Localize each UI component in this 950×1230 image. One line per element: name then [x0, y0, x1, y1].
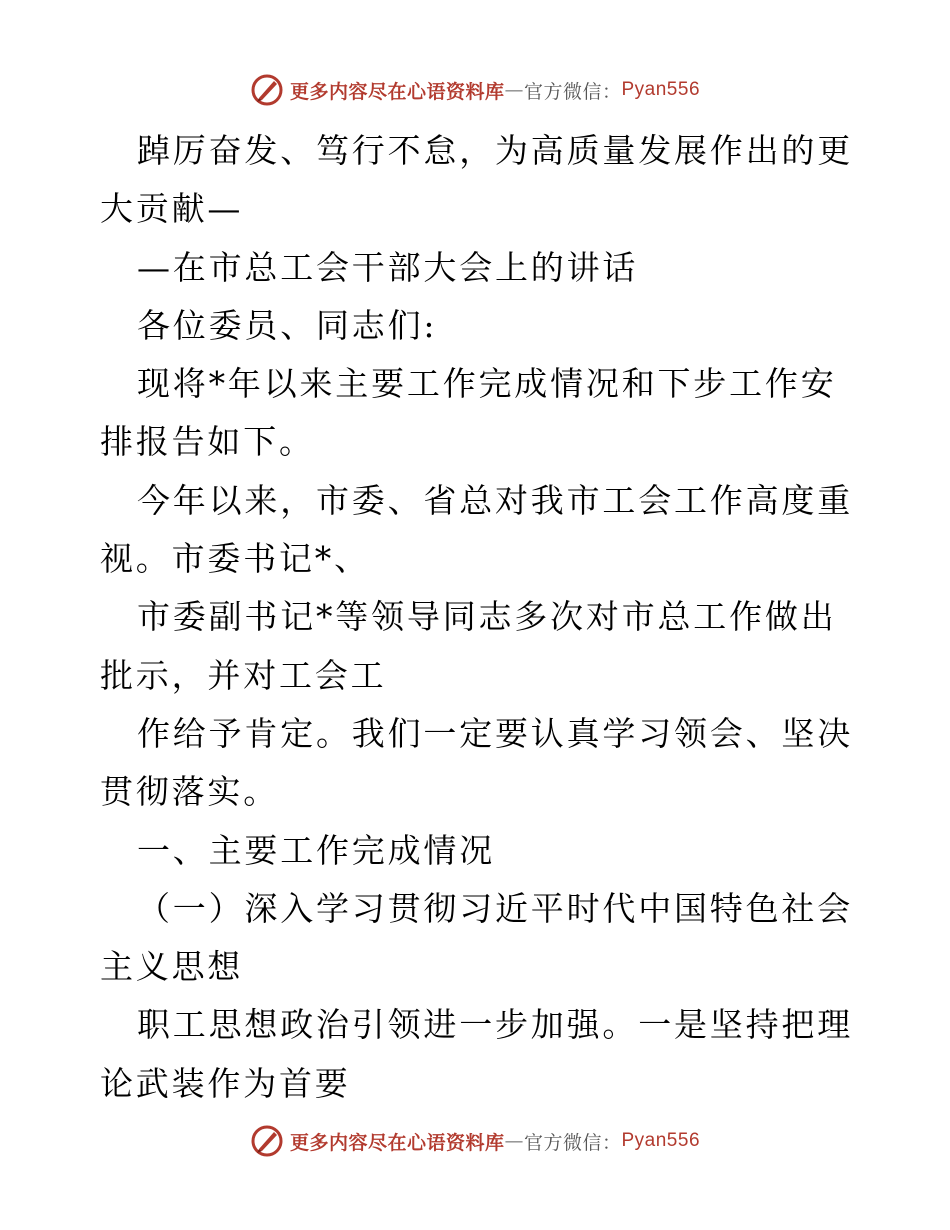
title-line: 踔厉奋发、笃行不怠，为高质量发展作出的更大贡献—	[100, 131, 853, 229]
header-wechat-id: Pyan556	[621, 79, 701, 100]
header-wechat-label: 官方微信：	[523, 80, 622, 103]
document-body	[100, 122, 860, 1113]
header-separator: —	[504, 79, 524, 101]
header-watermark	[0, 72, 950, 108]
salutation: 各位委员、同志们:	[137, 305, 438, 345]
paragraph: 今年以来，市委、省总对我市工会工作高度重视。市委书记*、	[100, 480, 853, 579]
footer-brand: 更多内容尽在心语资料库	[289, 1131, 505, 1154]
header-brand: 更多内容尽在心语资料库	[289, 80, 505, 103]
subsection-heading: （一）深入学习贯彻习近平时代中国特色社会主义思想	[100, 888, 853, 987]
paragraph: 作给予肯定。我们一定要认真学习领会、坚决贯彻落实。	[100, 713, 853, 812]
footer-wechat-id: Pyan556	[621, 1130, 701, 1151]
pen-logo-icon	[250, 1124, 284, 1158]
subtitle-line: —在市总工会干部大会上的讲话	[137, 247, 639, 287]
paragraph: 职工思想政治引领进一步加强。一是坚持把理论武装作为首要	[100, 1005, 853, 1103]
footer-watermark	[0, 1123, 950, 1159]
section-heading: 一、主要工作完成情况	[137, 830, 495, 870]
footer-separator: —	[504, 1130, 524, 1152]
footer-wechat-label: 官方微信：	[523, 1131, 622, 1154]
paragraph: 现将*年以来主要工作完成情况和下步工作安排报告如下。	[100, 364, 837, 462]
paragraph: 市委副书记*等领导同志多次对市总工作做出批示，并对工会工	[100, 597, 837, 695]
pen-logo-icon	[250, 73, 284, 107]
